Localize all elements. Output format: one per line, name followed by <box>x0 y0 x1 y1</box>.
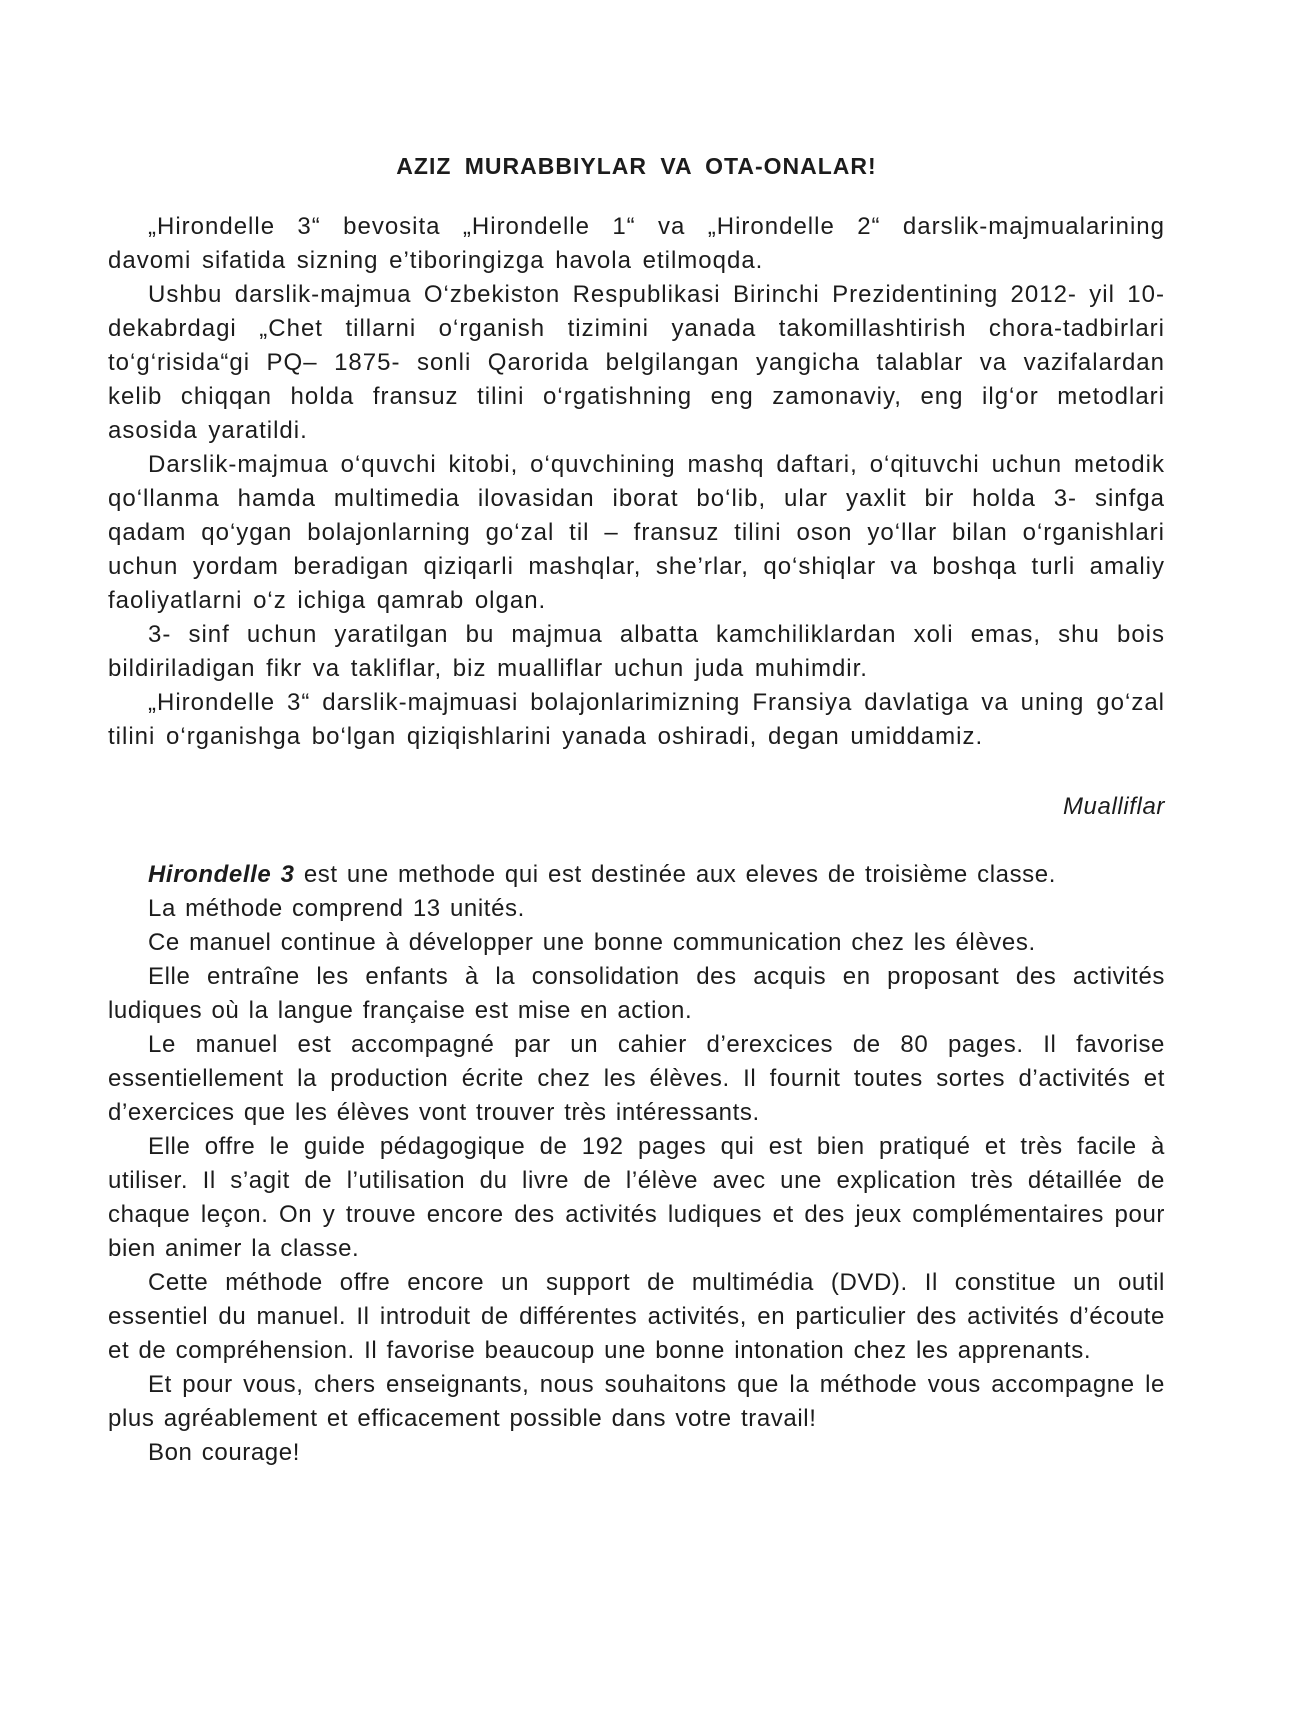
french-section <box>108 858 1165 1470</box>
page-heading: AZIZ MURABBIYLAR VA OTA-ONALAR! <box>396 153 877 179</box>
french-paragraph-5: Elle offre le guide pédagogique de 192 pages qui est bien pratiqué et très facile à utiliser. Il s’agit de l’utilisation du livre de l’élève avec une explication très détaillée de chaque leçon. On y trouve encore des activités ludiques et des jeux complémentaires pour bien animer la classe. <box>108 1133 1165 1262</box>
method-title: Hirondelle 3 <box>148 861 295 888</box>
uzbek-paragraph-2: Ushbu darslik-majmua O‘zbekiston Respublikasi Birinchi Prezidentining 2012- yil 10- dekabrdagi „Chet tillarni o‘rganish tizimini yanada takomillashtirish chora-tadbirlari to‘g‘risida“gi PQ– 1875- sonli Qarorida belgilangan yangicha talablar va vazifalardan kelib chiqqan holda fransuz tilini o‘rgatishning eng zamonaviy, eng ilg‘or metodlari asosida yaratildi. <box>108 281 1165 444</box>
french-paragraph-8: Bon courage! <box>148 1439 300 1466</box>
uzbek-section <box>108 210 1165 754</box>
french-paragraph-2: Ce manuel continue à développer une bonne communication chez les élèves. <box>148 929 1036 956</box>
french-paragraph-6: Cette méthode offre encore un support de multimédia (DVD). Il constitue un outil essentiel du manuel. Il introduit de différentes activités, en particulier des activités d’écoute et de compréhension. Il favorise beaucoup une bonne intonation chez les apprenants. <box>108 1269 1165 1364</box>
uzbek-paragraph-3: Darslik-majmua o‘quvchi kitobi, o‘quvchining mashq daftari, o‘qituvchi uchun metodik qo‘llanma hamda multimedia ilovasidan iborat bo‘lib, ular yaxlit bir holda 3- sinfga qadam qo‘ygan bolajonlarning go‘zal til – fransuz tilini oson yo‘llar bilan o‘rganishlari uchun yordam beradigan qiziqarli mashqlar, she’rlar, qo‘shiqlar va boshqa turli amaliy faoliyatlarni o‘z ichiga qamrab olgan. <box>108 451 1165 614</box>
french-paragraph-7: Et pour vous, chers enseignants, nous souhaitons que la méthode vous accompagne le plus agréablement et efficacement possible dans votre travail! <box>108 1371 1165 1432</box>
french-paragraph-1: La méthode comprend 13 unités. <box>148 895 525 922</box>
uzbek-paragraph-4: 3- sinf uchun yaratilgan bu majmua albatta kamchiliklardan xoli emas, shu bois bildiriladigan fikr va takliflar, biz mualliflar uchun juda muhimdir. <box>108 621 1165 682</box>
uzbek-paragraph-1: „Hirondelle 3“ bevosita „Hirondelle 1“ va „Hirondelle 2“ darslik-majmualarining davomi sifatida sizning e’tiboringizga havola etilmoqda. <box>108 213 1165 274</box>
french-intro-text: est une methode qui est destinée aux eleves de troisième classe. <box>294 861 1056 888</box>
french-intro-paragraph <box>108 858 1165 892</box>
authors-signature: Mualliflar <box>1062 793 1165 820</box>
french-paragraph-3: Elle entraîne les enfants à la consolidation des acquis en proposant des activités ludiques où la langue française est mise en action. <box>108 963 1165 1024</box>
uzbek-paragraph-5: „Hirondelle 3“ darslik-majmuasi bolajonlarimizning Fransiya davlatiga va uning go‘zal tilini o‘rganishga bo‘lgan qiziqishlarini yanada oshiradi, degan umiddamiz. <box>108 689 1165 750</box>
french-paragraph-4: Le manuel est accompagné par un cahier d’erexcices de 80 pages. Il favorise essentiellement la production écrite chez les élèves. Il fournit toutes sortes d’activités et d’exercices que les élèves vont trouver très intéressants. <box>108 1031 1165 1126</box>
document-page <box>108 150 1165 1470</box>
